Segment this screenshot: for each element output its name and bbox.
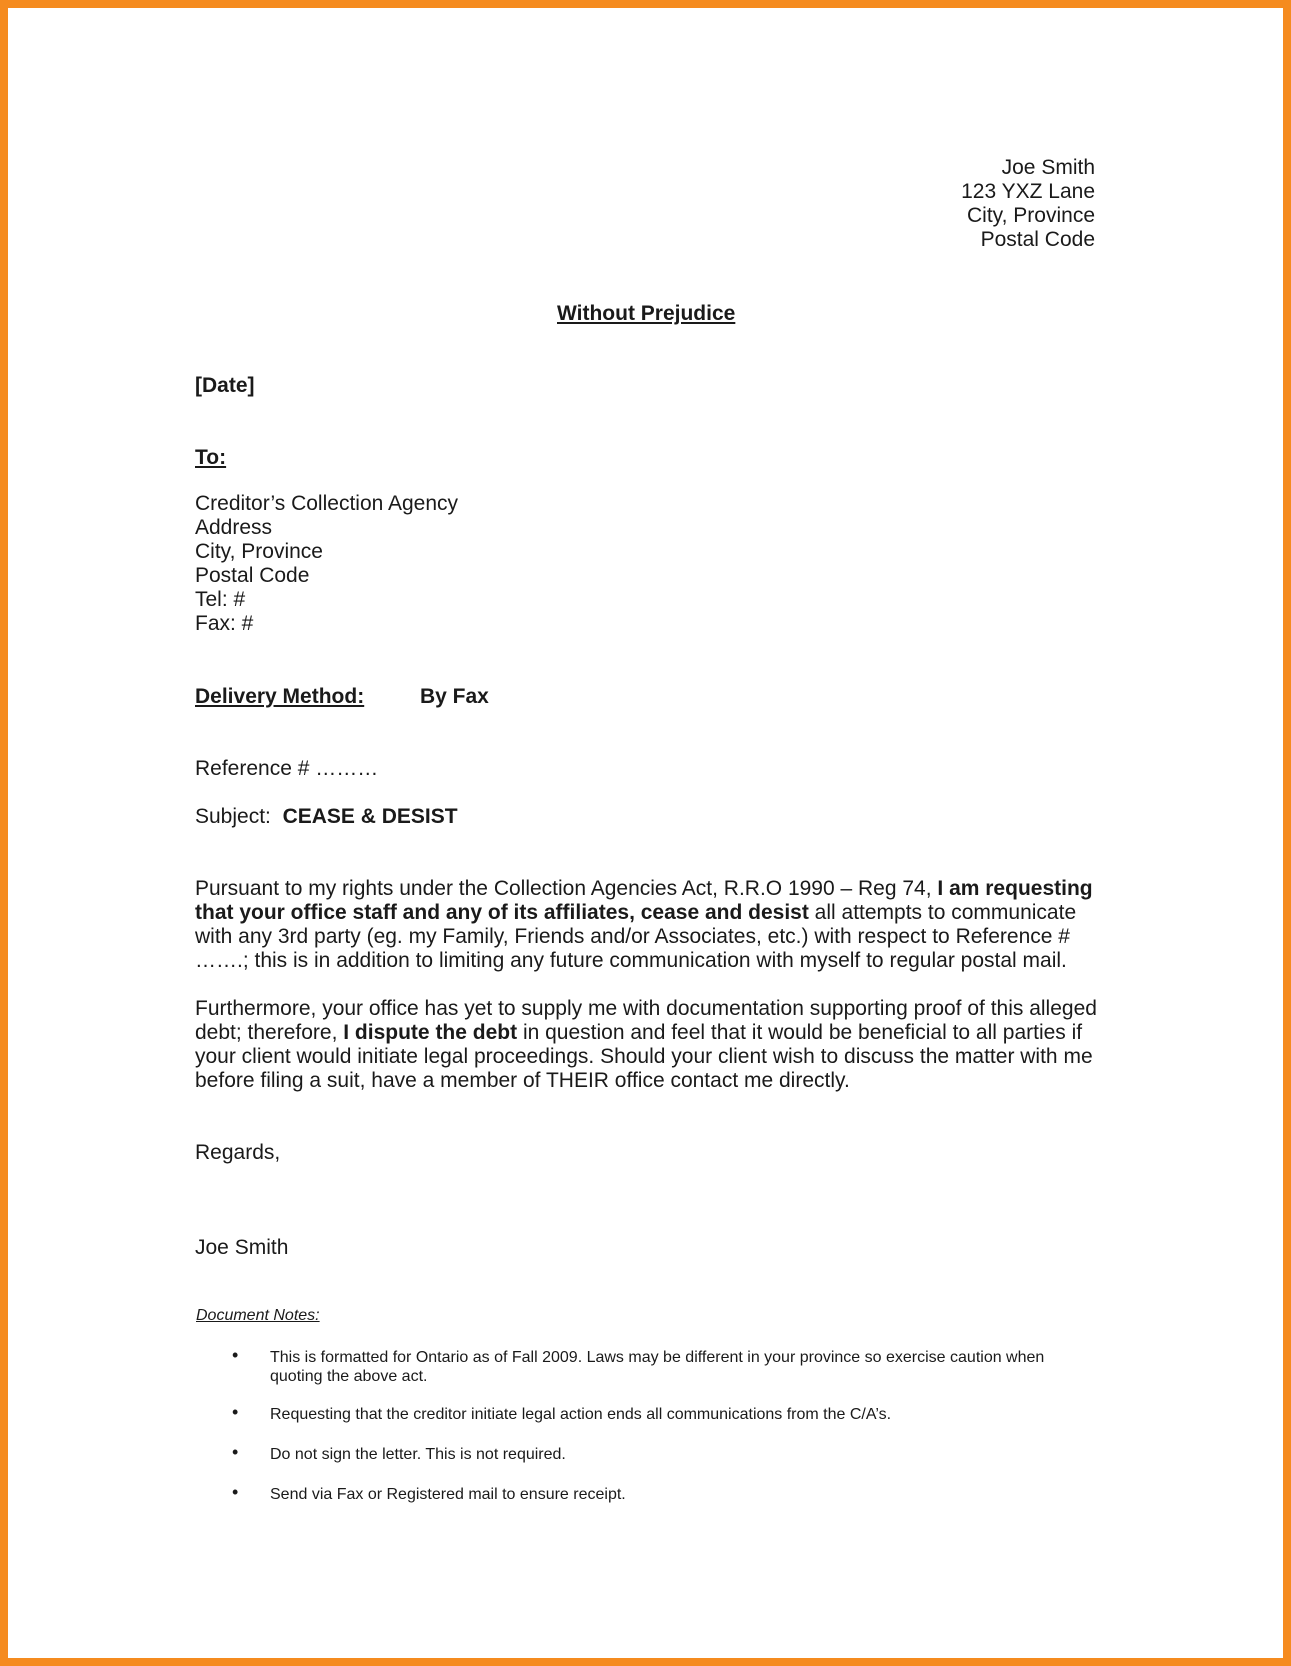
paragraph-2-part1: Furthermore, your office has yet to supply me with documentation supporting proof of this alleged debt; therefore, xyxy=(195,997,1097,1044)
recipient-name: Creditor’s Collection Agency xyxy=(195,492,459,515)
note-text: Send via Fax or Registered mail to ensure receipt. xyxy=(270,1486,626,1503)
sender-name: Joe Smith xyxy=(1001,156,1095,179)
paragraph-1-part1: Pursuant to my rights under the Collection Agencies Act, R.R.O 1990 – Reg 74, xyxy=(195,877,938,900)
closing: Regards, xyxy=(195,1141,281,1164)
date-placeholder: [Date] xyxy=(195,374,255,397)
sender-postal: Postal Code xyxy=(980,228,1095,251)
bullet-icon: • xyxy=(232,1345,239,1365)
recipient-postal: Postal Code xyxy=(195,564,310,587)
note-text: This is formatted for Ontario as of Fall 2009. Laws may be different in your province so exercise caution when quoting the above act. xyxy=(270,1349,1045,1385)
recipient-tel: Tel: # xyxy=(195,588,246,611)
paragraph-1-part2: all attempts to communicate with any 3rd party (eg. my Family, Friends and/or Associates, etc.) with respect to Reference # …….; this is in addition to limiting any future communication with myself to regular postal mail. xyxy=(195,901,1077,972)
reference-line: Reference # ……… xyxy=(195,757,379,780)
delivery-method-value: By Fax xyxy=(420,685,489,708)
paragraph-2-bold: I dispute the debt xyxy=(343,1021,518,1044)
bullet-icon: • xyxy=(232,1442,239,1462)
recipient-city: City, Province xyxy=(195,540,323,563)
recipient-fax: Fax: # xyxy=(195,612,254,635)
bullet-icon: • xyxy=(232,1482,239,1502)
delivery-method-label: Delivery Method: xyxy=(195,685,365,708)
subject-value: CEASE & DESIST xyxy=(282,805,458,828)
paragraph-2-part2: in question and feel that it would be beneficial to all parties if your client would initiate legal proceedings. Should your client wish to discuss the matter with me before filing a suit, have a member of THEIR office contact me directly. xyxy=(195,1021,1093,1092)
bullet-icon: • xyxy=(232,1402,239,1422)
note-text: Do not sign the letter. This is not required. xyxy=(270,1446,566,1463)
to-label: To: xyxy=(195,446,227,469)
signature-name: Joe Smith xyxy=(195,1236,289,1259)
sender-city: City, Province xyxy=(967,204,1095,227)
note-text: Requesting that the creditor initiate legal action ends all communications from the C/A’s. xyxy=(270,1406,892,1423)
recipient-street: Address xyxy=(195,516,273,539)
paragraph-1-bold: I am requesting that your office staff and any of its affiliates, cease and desist xyxy=(195,877,1093,924)
sender-street: 123 YXZ Lane xyxy=(961,180,1095,203)
document-notes-title: Document Notes: xyxy=(196,1307,320,1324)
subject-label: Subject: xyxy=(195,805,271,828)
letter-title: Without Prejudice xyxy=(557,302,736,325)
